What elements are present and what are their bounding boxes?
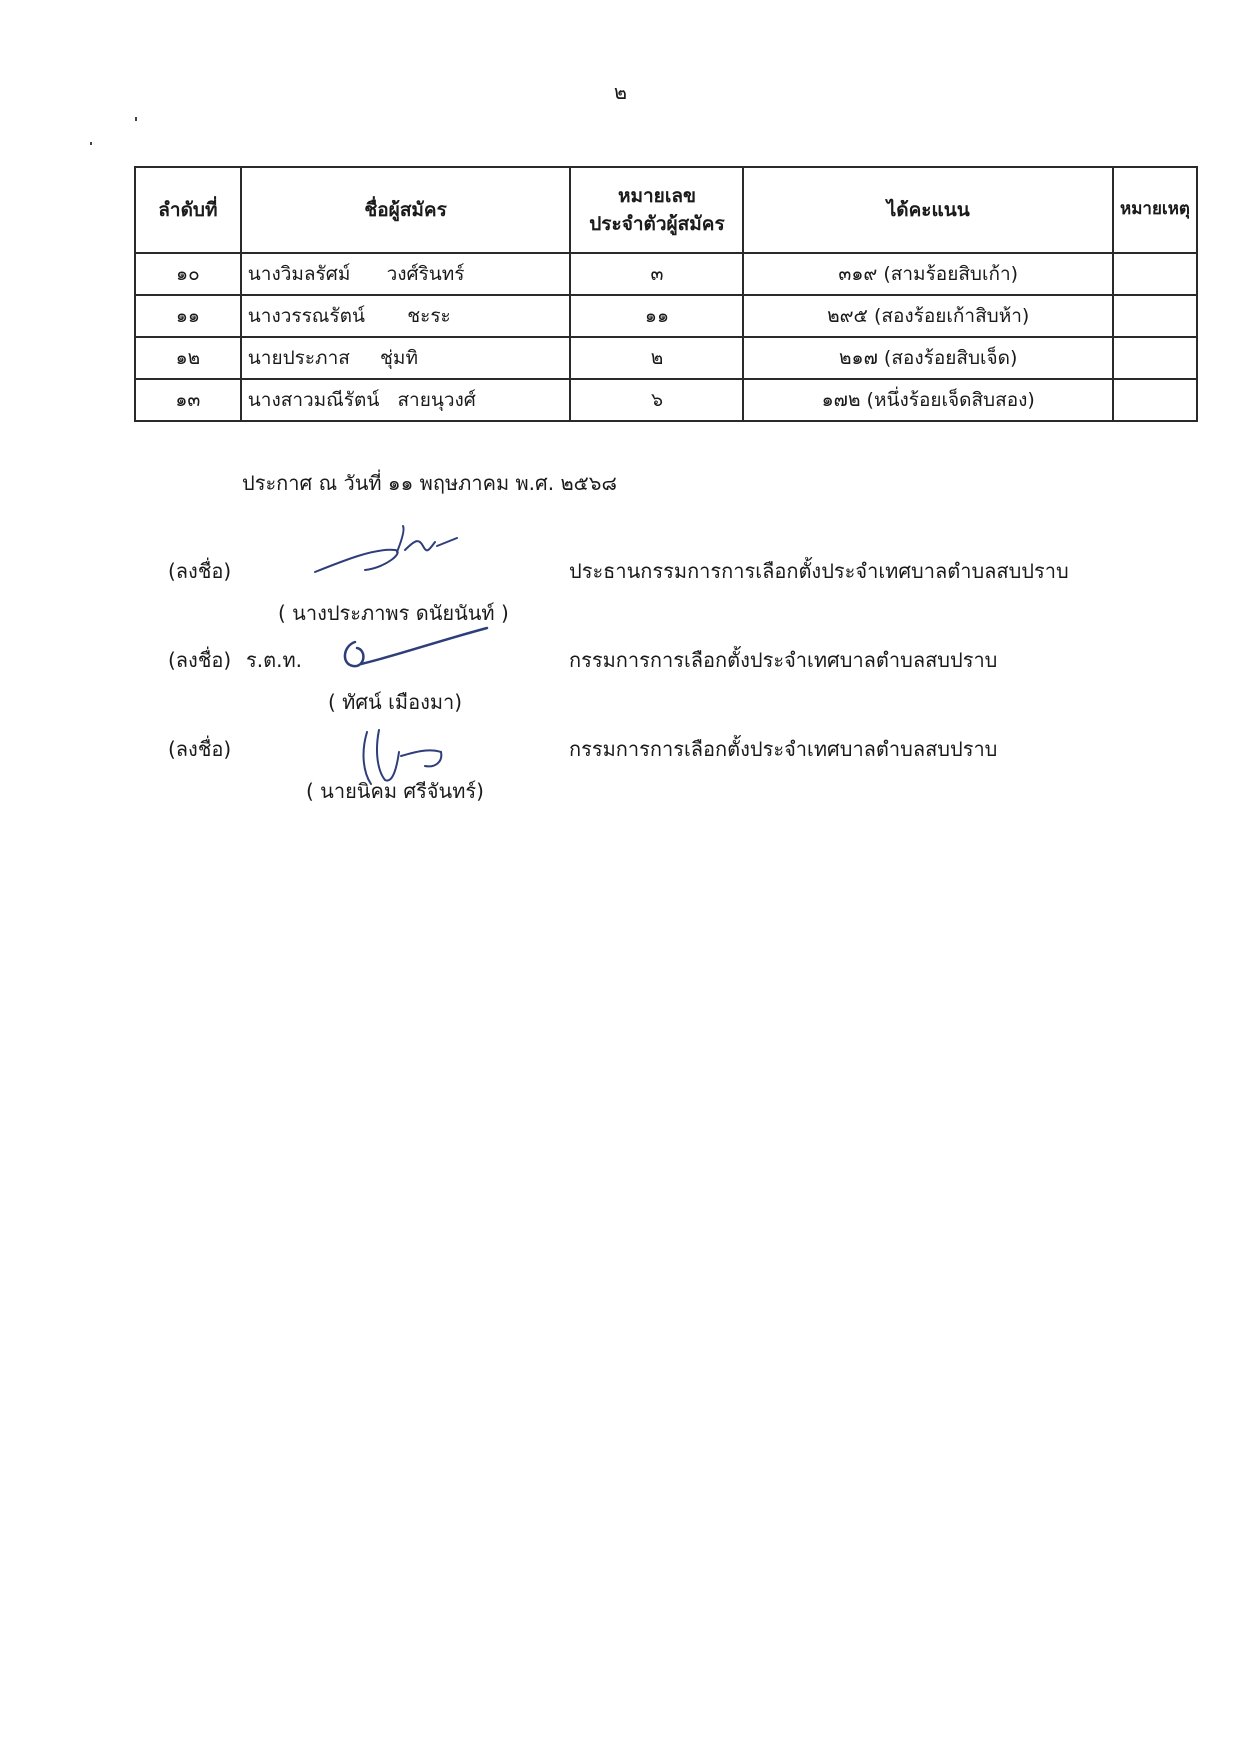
page-number: ๒ <box>613 80 628 104</box>
header-number-line1: หมายเลข <box>617 184 696 207</box>
signer-role: กรรมการการเลือกตั้งประจำเทศบาลตำบลสบปราบ <box>569 737 998 761</box>
cell-name: นางวิมลรัศม์ วงศ์รินทร์ <box>241 253 571 295</box>
cell-number: ๑๑ <box>570 295 743 337</box>
cell-name: นายประภาส ชุ่มทิ <box>241 337 571 379</box>
scan-mark <box>135 117 137 121</box>
sign-label: (ลงชื่อ) <box>168 648 232 672</box>
handwritten-signature <box>335 620 495 680</box>
cell-note <box>1113 253 1197 295</box>
cell-number: ๓ <box>570 253 743 295</box>
signer-rank: ร.ต.ท. <box>246 648 302 672</box>
header-score: ได้คะแนน <box>743 167 1113 253</box>
cell-number: ๖ <box>570 379 743 421</box>
cell-seq: ๑๒ <box>135 337 241 379</box>
cell-note <box>1113 379 1197 421</box>
cell-score: ๒๑๗ (สองร้อยสิบเจ็ด) <box>743 337 1113 379</box>
signer-role: ประธานกรรมการการเลือกตั้งประจำเทศบาลตำบลสบปราบ <box>569 559 1069 583</box>
cell-seq: ๑๑ <box>135 295 241 337</box>
header-seq: ลำดับที่ <box>135 167 241 253</box>
signer-name: ( ทัศน์ เมืองมา) <box>328 690 463 714</box>
cell-name: นางวรรณรัตน์ ชะระ <box>241 295 571 337</box>
cell-score: ๑๗๒ (หนึ่งร้อยเจ็ดสิบสอง) <box>743 379 1113 421</box>
handwritten-signature <box>305 520 475 580</box>
cell-seq: ๑๓ <box>135 379 241 421</box>
cell-score: ๓๑๙ (สามร้อยสิบเก้า) <box>743 253 1113 295</box>
signer-name: ( นางประภาพร ดนัยนันท์ ) <box>278 601 509 625</box>
cell-number: ๒ <box>570 337 743 379</box>
sign-label: (ลงชื่อ) <box>168 559 232 583</box>
cell-note <box>1113 295 1197 337</box>
header-number-line2: ประจำตัวผู้สมัคร <box>589 213 725 235</box>
signer-name: ( นายนิคม ศรีจันทร์) <box>306 779 484 803</box>
header-note: หมายเหตุ <box>1113 167 1197 253</box>
header-name: ชื่อผู้สมัคร <box>241 167 571 253</box>
cell-score: ๒๙๕ (สองร้อยเก้าสิบห้า) <box>743 295 1113 337</box>
table-row <box>135 253 1197 295</box>
signer-role: กรรมการการเลือกตั้งประจำเทศบาลตำบลสบปราบ <box>569 648 998 672</box>
signature-block-chair <box>0 555 1241 585</box>
table-header-row <box>135 167 1197 253</box>
signature-block-member <box>0 644 1241 674</box>
cell-note <box>1113 337 1197 379</box>
cell-seq: ๑๐ <box>135 253 241 295</box>
announcement-date: ประกาศ ณ วันที่ ๑๑ พฤษภาคม พ.ศ. ๒๕๖๘ <box>242 471 617 495</box>
header-number <box>570 167 743 253</box>
signature-block-member <box>0 733 1241 763</box>
table-row <box>135 295 1197 337</box>
results-table <box>134 166 1198 422</box>
sign-label: (ลงชื่อ) <box>168 737 232 761</box>
cell-name: นางสาวมณีรัตน์ สายนุวงศ์ <box>241 379 571 421</box>
table-row <box>135 337 1197 379</box>
table-row <box>135 379 1197 421</box>
scan-mark <box>90 142 92 145</box>
